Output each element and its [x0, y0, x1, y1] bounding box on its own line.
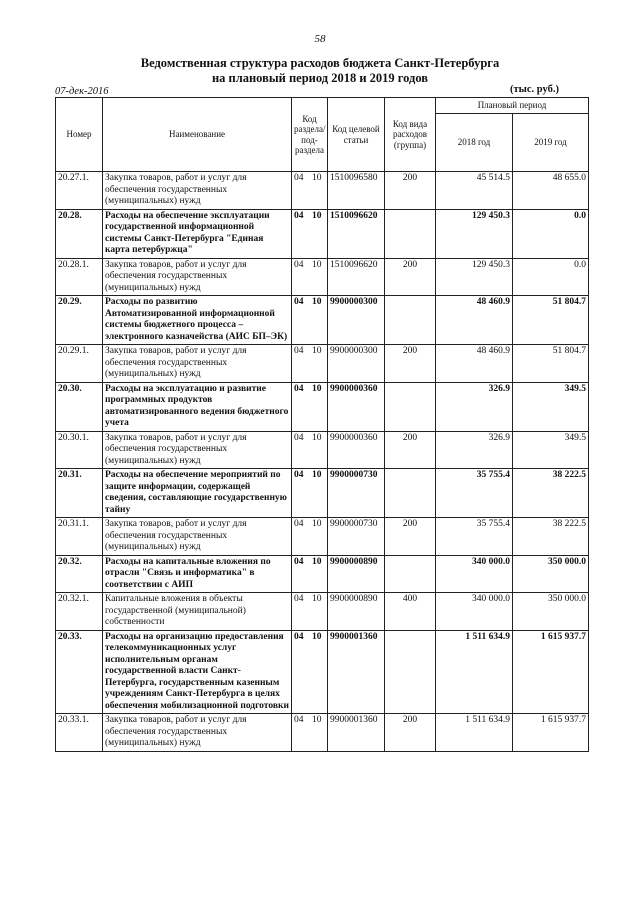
row-name: Закупка товаров, работ и услуг для обеспечения государственных (муниципальных) нужд — [103, 431, 292, 469]
table-row — [56, 555, 589, 593]
row-amount-2019: 1 615 937.7 — [513, 714, 589, 752]
row-expense-type-code — [385, 209, 436, 258]
row-number: 20.32. — [56, 555, 103, 593]
row-section-code — [292, 630, 328, 714]
row-section: 04 — [294, 715, 304, 725]
row-number: 20.27.1. — [56, 172, 103, 210]
row-target-code: 9900000890 — [328, 593, 385, 631]
row-subsection: 10 — [312, 470, 322, 480]
document-title — [0, 56, 640, 86]
row-section-code — [292, 518, 328, 556]
row-subsection: 10 — [312, 432, 322, 443]
row-section: 04 — [294, 432, 304, 443]
row-target-code: 9900000360 — [328, 382, 385, 431]
table-row — [56, 382, 589, 431]
row-expense-type-code: 200 — [385, 518, 436, 556]
row-section-code — [292, 431, 328, 469]
table-row — [56, 431, 589, 469]
row-amount-2018: 48 460.9 — [436, 296, 513, 345]
row-name: Капитальные вложения в объекты государственной (муниципальной) собственности — [103, 593, 292, 631]
row-subsection: 10 — [312, 173, 322, 183]
title-line-1: Ведомственная структура расходов бюджета Санкт-Петербурга — [140, 56, 500, 70]
row-target-code: 9900000300 — [328, 296, 385, 345]
row-expense-type-code: 200 — [385, 258, 436, 296]
row-amount-2018: 35 755.4 — [436, 469, 513, 518]
row-number: 20.33.1. — [56, 714, 103, 752]
row-name: Расходы на обеспечение мероприятий по защите информации, содержащей сведения, составляющие государственную тайну — [103, 469, 292, 518]
row-amount-2018: 326.9 — [436, 382, 513, 431]
table-header — [56, 98, 589, 172]
row-section-code — [292, 555, 328, 593]
row-section-code — [292, 172, 328, 210]
row-subsection: 10 — [312, 631, 322, 642]
row-name: Закупка товаров, работ и услуг для обеспечения государственных (муниципальных) нужд — [103, 518, 292, 556]
row-expense-type-code: 200 — [385, 172, 436, 210]
row-expense-type-code: 200 — [385, 431, 436, 469]
row-amount-2018: 48 460.9 — [436, 345, 513, 383]
header-year-2018: 2018 год — [436, 114, 513, 172]
row-subsection: 10 — [312, 556, 322, 567]
row-amount-2019: 1 615 937.7 — [513, 630, 589, 714]
row-section: 04 — [294, 346, 304, 356]
row-amount-2019: 350 000.0 — [513, 555, 589, 593]
row-amount-2019: 349.5 — [513, 431, 589, 469]
row-subsection: 10 — [312, 715, 322, 725]
row-target-code: 1510096620 — [328, 209, 385, 258]
row-target-code: 9900000360 — [328, 431, 385, 469]
table-row — [56, 518, 589, 556]
row-target-code: 9900000890 — [328, 555, 385, 593]
row-amount-2019: 38 222.5 — [513, 518, 589, 556]
row-amount-2018: 1 511 634.9 — [436, 630, 513, 714]
row-number: 20.30.1. — [56, 431, 103, 469]
table-row — [56, 258, 589, 296]
row-number: 20.29.1. — [56, 345, 103, 383]
header-year-2019: 2019 год — [513, 114, 589, 172]
row-number: 20.33. — [56, 630, 103, 714]
row-amount-2019: 48 655.0 — [513, 172, 589, 210]
row-expense-type-code — [385, 469, 436, 518]
row-number: 20.28.1. — [56, 258, 103, 296]
row-amount-2019: 0.0 — [513, 209, 589, 258]
row-name: Расходы на эксплуатацию и развитие программных продуктов автоматизированного ведения бюджетного учета — [103, 382, 292, 431]
row-expense-type-code — [385, 296, 436, 345]
row-number: 20.31. — [56, 469, 103, 518]
row-section-code — [292, 258, 328, 296]
row-amount-2018: 340 000.0 — [436, 593, 513, 631]
row-expense-type-code — [385, 630, 436, 714]
header-section-code: Код раздела/ под-раздела — [292, 98, 328, 172]
row-section: 04 — [294, 210, 304, 221]
row-amount-2018: 35 755.4 — [436, 518, 513, 556]
unit-label: (тыс. руб.) — [510, 84, 559, 95]
header-expense-type-code: Код вида расходов (группа) — [385, 98, 436, 172]
table-row — [56, 172, 589, 210]
table-row — [56, 345, 589, 383]
table-row — [56, 714, 589, 752]
row-subsection: 10 — [312, 519, 322, 529]
page-number: 58 — [314, 33, 326, 45]
header-name: Наименование — [103, 98, 292, 172]
row-section: 04 — [294, 173, 304, 183]
row-section: 04 — [294, 470, 304, 480]
row-section-code — [292, 296, 328, 345]
row-target-code: 9900001360 — [328, 714, 385, 752]
header-plan-period: Плановый период — [436, 98, 589, 114]
row-section: 04 — [294, 297, 304, 307]
row-section: 04 — [294, 631, 304, 642]
row-subsection: 10 — [312, 594, 322, 604]
table-row — [56, 209, 589, 258]
row-amount-2019: 0.0 — [513, 258, 589, 296]
row-name: Расходы по развитию Автоматизированной информационной системы бюджетного процесса – электронного казначейства (АИС БП–ЭК) — [103, 296, 292, 345]
row-number: 20.28. — [56, 209, 103, 258]
row-subsection: 10 — [312, 297, 322, 307]
row-target-code: 1510096580 — [328, 172, 385, 210]
row-subsection: 10 — [312, 346, 322, 356]
row-number: 20.30. — [56, 382, 103, 431]
row-amount-2018: 45 514.5 — [436, 172, 513, 210]
budget-table — [55, 97, 589, 752]
row-expense-type-code — [385, 555, 436, 593]
header-target-code: Код целевой статьи — [328, 98, 385, 172]
row-name: Закупка товаров, работ и услуг для обеспечения государственных (муниципальных) нужд — [103, 714, 292, 752]
table-row — [56, 593, 589, 631]
row-section-code — [292, 382, 328, 431]
row-section: 04 — [294, 519, 304, 529]
row-name: Расходы на организацию предоставления телекоммуникационных услуг исполнительным органам государственной власти Санкт-Петербурга, государственным казенным учреждениям Санкт-Петербурга в целях обеспечения мобилизационной подготовки — [103, 630, 292, 714]
row-number: 20.31.1. — [56, 518, 103, 556]
row-section: 04 — [294, 594, 304, 604]
row-amount-2019: 51 804.7 — [513, 345, 589, 383]
row-section: 04 — [294, 383, 304, 394]
row-amount-2019: 350 000.0 — [513, 593, 589, 631]
row-amount-2019: 349.5 — [513, 382, 589, 431]
row-name: Закупка товаров, работ и услуг для обеспечения государственных (муниципальных) нужд — [103, 172, 292, 210]
row-target-code: 9900001360 — [328, 630, 385, 714]
row-expense-type-code: 400 — [385, 593, 436, 631]
row-subsection: 10 — [312, 383, 322, 394]
title-line-2: на плановый период 2018 и 2019 годов — [211, 71, 429, 85]
row-name: Расходы на капитальные вложения по отрасли "Связь и информатика" в соответствии с АИП — [103, 555, 292, 593]
row-section-code — [292, 345, 328, 383]
row-number: 20.29. — [56, 296, 103, 345]
table-row — [56, 630, 589, 714]
row-section-code — [292, 469, 328, 518]
row-expense-type-code: 200 — [385, 714, 436, 752]
row-amount-2018: 326.9 — [436, 431, 513, 469]
row-amount-2018: 129 450.3 — [436, 258, 513, 296]
row-target-code: 9900000300 — [328, 345, 385, 383]
row-name: Закупка товаров, работ и услуг для обеспечения государственных (муниципальных) нужд — [103, 345, 292, 383]
row-target-code: 1510096620 — [328, 258, 385, 296]
table-body — [56, 172, 589, 752]
row-name: Расходы на обеспечение эксплуатации государственной информационной системы Санкт-Петербурга "Единая карта петербуржца" — [103, 209, 292, 258]
row-section-code — [292, 593, 328, 631]
row-target-code: 9900000730 — [328, 469, 385, 518]
row-amount-2018: 1 511 634.9 — [436, 714, 513, 752]
table-row — [56, 296, 589, 345]
row-amount-2018: 340 000.0 — [436, 555, 513, 593]
header-number: Номер — [56, 98, 103, 172]
row-section: 04 — [294, 259, 304, 270]
row-amount-2019: 51 804.7 — [513, 296, 589, 345]
row-name: Закупка товаров, работ и услуг для обеспечения государственных (муниципальных) нужд — [103, 258, 292, 296]
row-target-code: 9900000730 — [328, 518, 385, 556]
document-date: 07-дек-2016 — [55, 86, 109, 97]
row-amount-2018: 129 450.3 — [436, 209, 513, 258]
row-section-code — [292, 714, 328, 752]
row-amount-2019: 38 222.5 — [513, 469, 589, 518]
row-subsection: 10 — [312, 210, 322, 221]
row-section: 04 — [294, 556, 304, 567]
row-number: 20.32.1. — [56, 593, 103, 631]
row-expense-type-code: 200 — [385, 345, 436, 383]
row-expense-type-code — [385, 382, 436, 431]
row-subsection: 10 — [312, 259, 322, 270]
table-row — [56, 469, 589, 518]
row-section-code — [292, 209, 328, 258]
